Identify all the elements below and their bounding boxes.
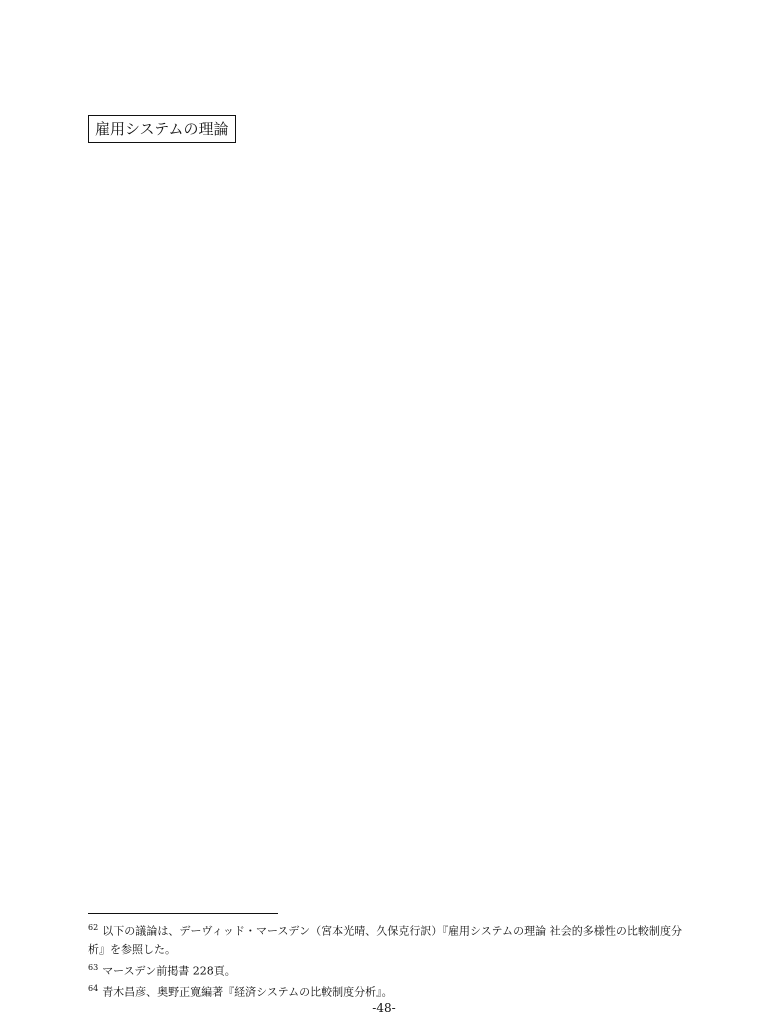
- footnotes: [88, 919, 682, 997]
- footnote-text: 青木昌彦、奥野正寛編著『経済システムの比較制度分析』。: [102, 985, 393, 997]
- footnote: [88, 959, 682, 981]
- footnote-text: 以下の議論は、デーヴィッド・マースデン（宮本光晴、久保克行訳）『雇用システムの理論 社会的多様性の比較制度分析』を参照した。: [88, 924, 682, 956]
- footnote: [88, 919, 682, 959]
- footnote-mark: 64: [88, 984, 99, 994]
- body-text: [88, 158, 682, 898]
- footnote-mark: 62: [88, 923, 99, 932]
- section-heading: 雇用システムの理論: [88, 115, 236, 143]
- page-number: -48-: [372, 1001, 396, 1015]
- footnote-divider: [88, 913, 278, 914]
- footnote-text: マースデン前掲書 228頁。: [102, 964, 236, 978]
- footnote: [88, 980, 682, 997]
- footnote-mark: 63: [88, 962, 99, 972]
